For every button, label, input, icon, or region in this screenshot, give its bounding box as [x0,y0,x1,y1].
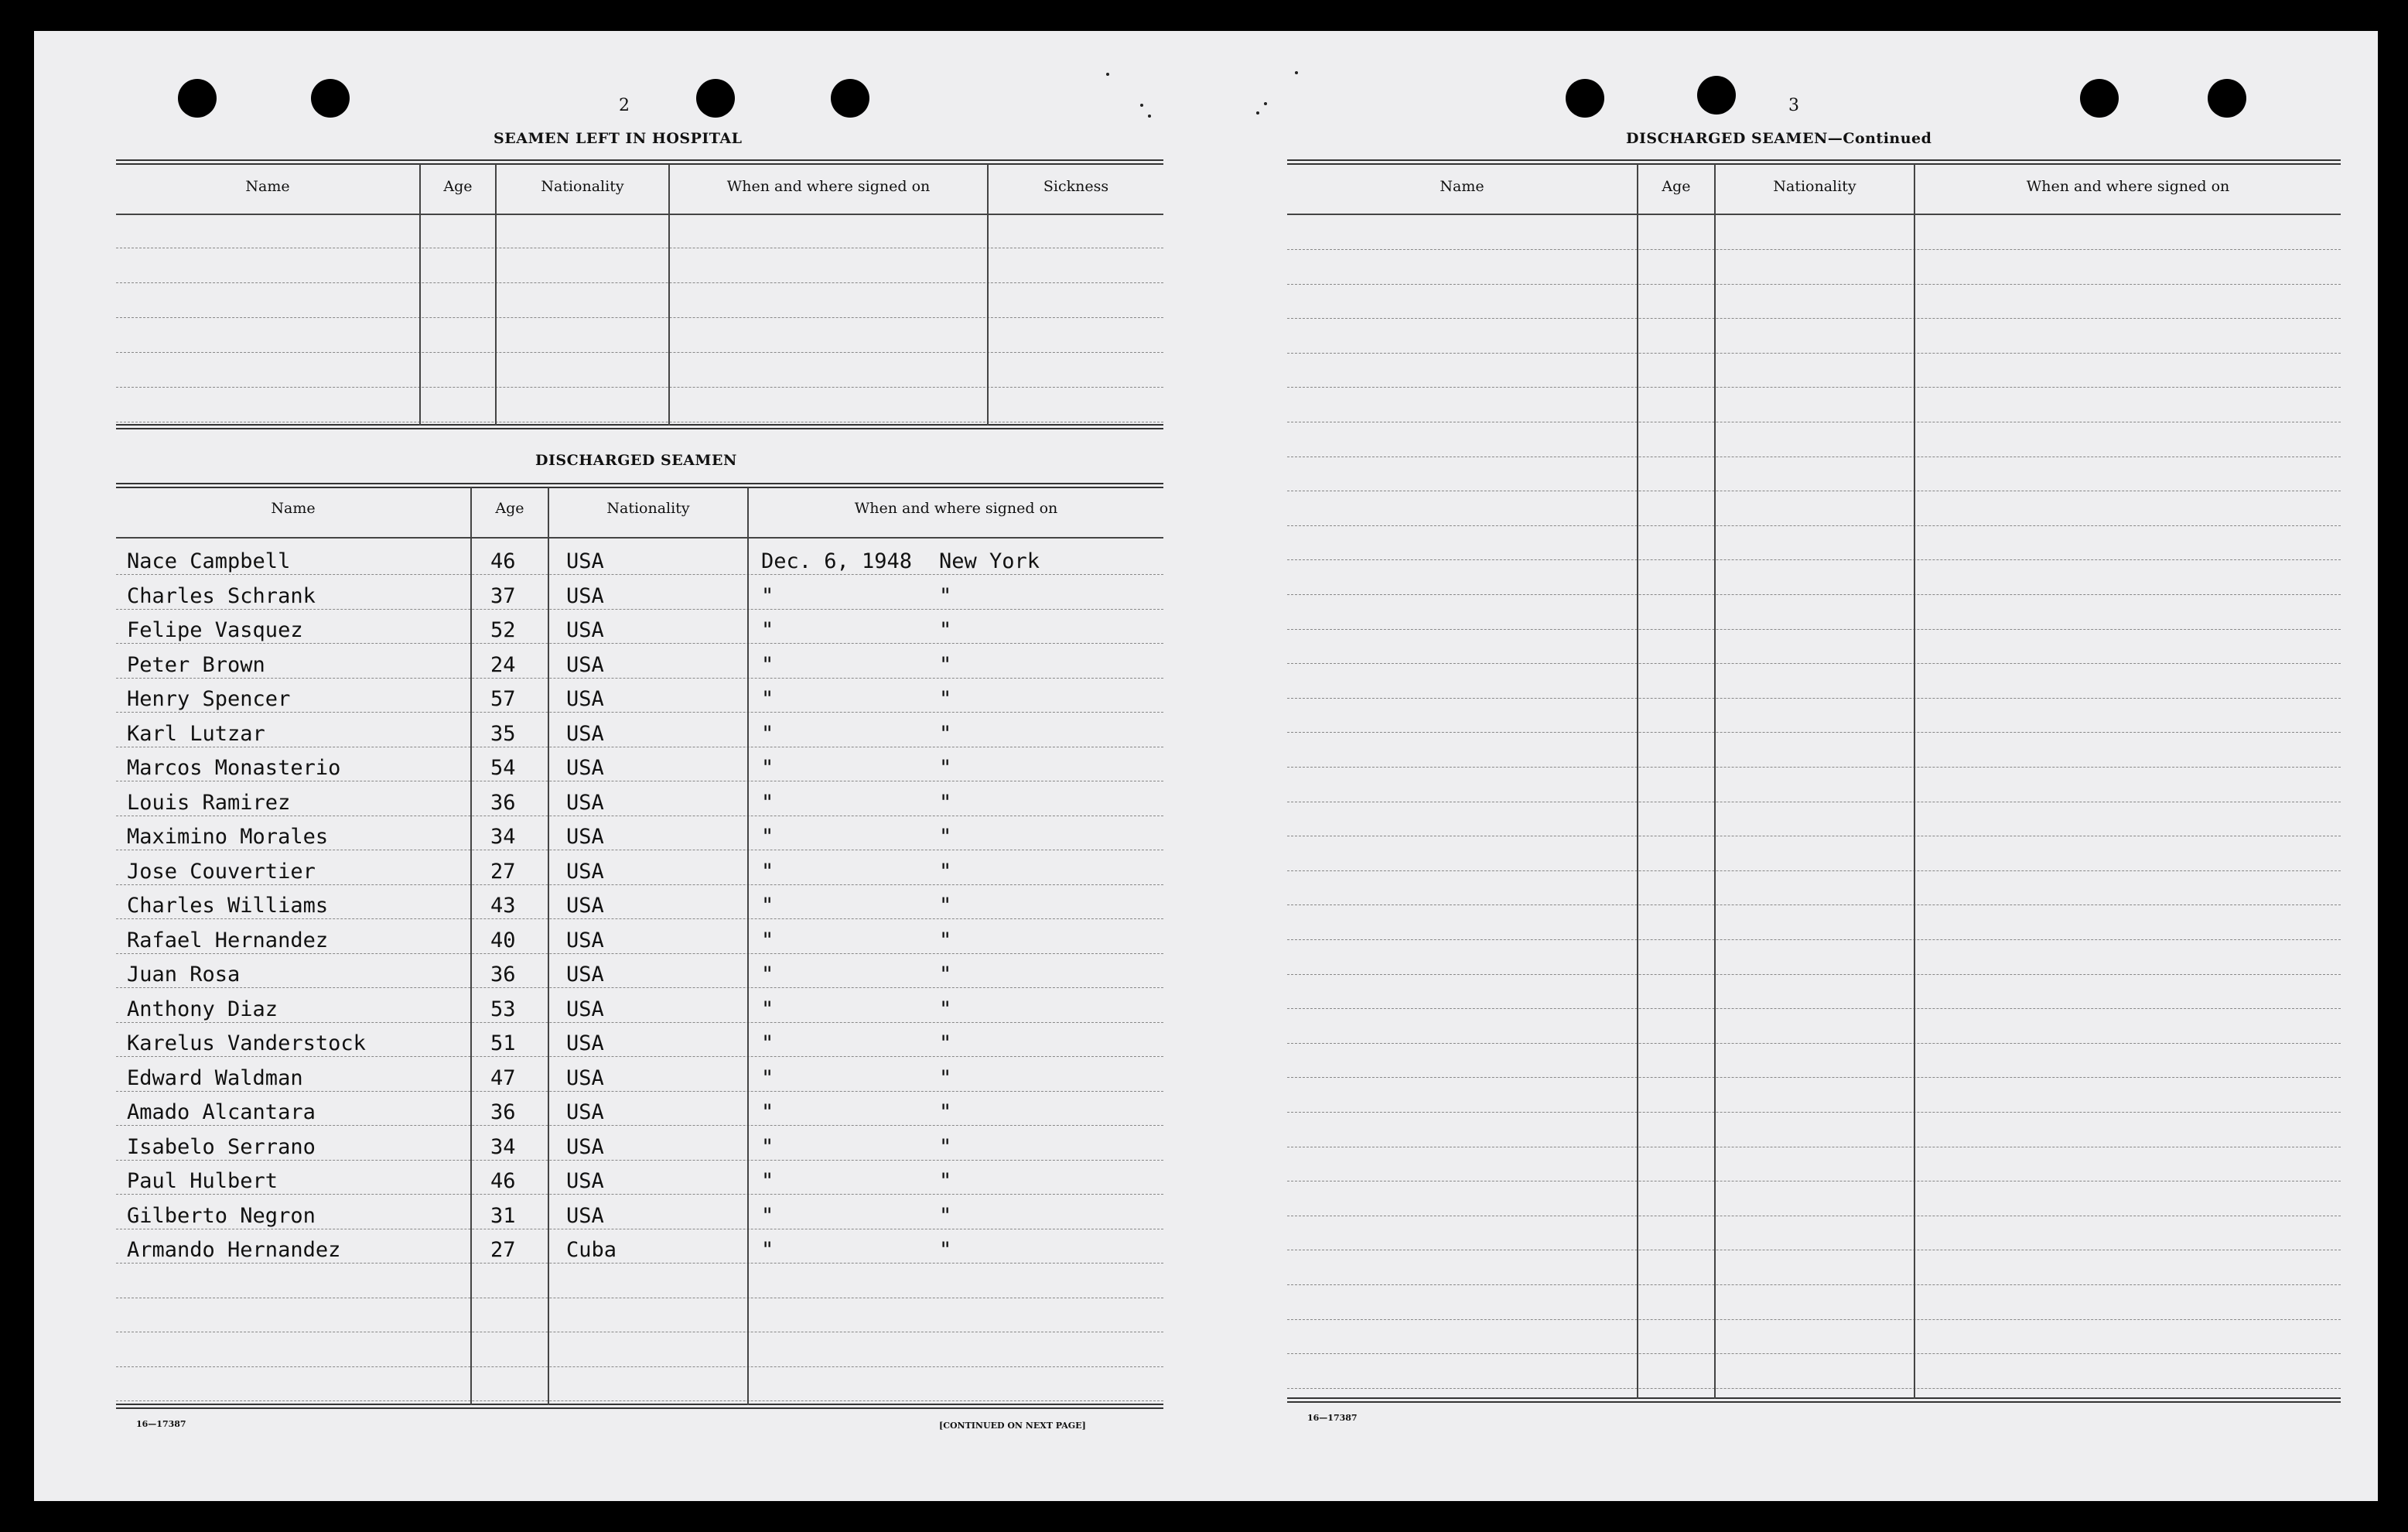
signed-on-place: " [939,1169,952,1193]
seaman-name: Karelus Vanderstock [127,1031,366,1055]
seaman-name: Charles Williams [127,894,329,918]
punch-hole [1697,76,1736,115]
column-divider [495,164,497,426]
seaman-nationality: USA [566,687,604,711]
seaman-age: 27 [490,859,516,884]
seaman-nationality: USA [566,928,604,952]
row-rule [116,884,1163,885]
document-sheet [34,31,2378,1501]
row-rule [116,1263,1163,1264]
row-rule [1287,353,2341,354]
seaman-nationality: USA [566,756,604,780]
seaman-name: Karl Lutzar [127,721,265,746]
title-main: DISCHARGED SEAMEN [1626,130,1828,147]
seaman-name: Felipe Vasquez [127,618,303,642]
row-rule [116,678,1163,679]
seaman-name: Rafael Hernandez [127,928,329,952]
seaman-name: Edward Waldman [127,1065,303,1090]
seaman-nationality: USA [566,1031,604,1055]
row-rule [116,1160,1163,1161]
row-rule [116,987,1163,988]
row-rule [1287,284,2341,285]
seaman-nationality: Cuba [566,1238,617,1262]
row-rule [116,1125,1163,1126]
row-rule [1287,1112,2341,1113]
seaman-age: 52 [490,618,516,642]
signed-on-date: " [761,1100,774,1124]
seaman-age: 27 [490,1238,516,1262]
signed-on-date: " [761,1169,774,1193]
row-rule [1287,525,2341,526]
hospital-section-title: SEAMEN LEFT IN HOSPITAL [494,130,743,147]
col-header-signed-on: When and where signed on [726,178,931,195]
signed-on-place: " [939,963,952,987]
col-header-age: Age [495,500,524,517]
seaman-nationality: USA [566,1203,604,1228]
col-header-signed-on: When and where signed on [2026,178,2230,195]
row-rule [1287,663,2341,664]
signed-on-place: " [939,687,952,711]
speck [1256,111,1259,115]
row-rule [1287,904,2341,905]
row-rule [1287,559,2341,560]
signed-on-place: New York [939,549,1040,573]
row-rule [116,1400,1163,1401]
signed-on-place: " [939,618,952,642]
row-rule [116,712,1163,713]
signed-on-place: " [939,997,952,1021]
table-bottom-rule [116,1404,1163,1409]
seaman-age: 43 [490,894,516,918]
row-rule [1287,1388,2341,1389]
row-rule [1287,974,2341,975]
seaman-name: Juan Rosa [127,963,241,987]
seaman-age: 34 [490,1134,516,1159]
page-number: 2 [619,96,630,115]
col-header-name: Name [1440,178,1484,195]
seaman-nationality: USA [566,1169,604,1193]
signed-on-date: " [761,652,774,677]
signed-on-date: " [761,859,774,884]
signed-on-date: " [761,894,774,918]
row-rule [116,1022,1163,1023]
signed-on-place: " [939,721,952,746]
row-rule [116,1366,1163,1367]
column-divider [1637,164,1638,1399]
punch-hole [831,79,869,118]
seaman-name: Marcos Monasterio [127,756,341,780]
signed-on-place: " [939,894,952,918]
row-rule [1287,698,2341,699]
column-divider [987,164,989,426]
seaman-age: 36 [490,963,516,987]
seaman-name: Henry Spencer [127,687,291,711]
signed-on-date: " [761,1238,774,1262]
column-divider [1914,164,1915,1399]
row-rule [116,387,1163,388]
signed-on-place: " [939,859,952,884]
row-rule [116,317,1163,318]
punch-hole [178,79,217,118]
punch-hole [311,79,350,118]
seaman-nationality: USA [566,790,604,815]
seaman-name: Jose Couvertier [127,859,316,884]
seaman-name: Isabelo Serrano [127,1134,316,1159]
signed-on-place: " [939,825,952,849]
speck [1264,102,1267,105]
form-number: 16—17387 [136,1419,186,1429]
seaman-age: 54 [490,756,516,780]
seaman-age: 36 [490,1100,516,1124]
speck [1140,104,1143,107]
row-rule [1287,732,2341,733]
row-rule [1287,594,2341,595]
col-header-nationality: Nationality [606,500,690,517]
signed-on-date: " [761,1203,774,1228]
row-rule [1287,1008,2341,1009]
row-rule [1287,629,2341,630]
signed-on-date: " [761,790,774,815]
col-header-signed-on: When and where signed on [854,500,1058,517]
page-number: 3 [1788,96,1799,115]
seaman-name: Paul Hulbert [127,1169,278,1193]
seaman-nationality: USA [566,1065,604,1090]
row-rule [1287,1043,2341,1044]
seaman-nationality: USA [566,583,604,608]
signed-on-place: " [939,1203,952,1228]
discharged-section-title: DISCHARGED SEAMEN [535,452,737,469]
signed-on-place: " [939,583,952,608]
signed-on-date: " [761,1134,774,1159]
signed-on-place: " [939,1238,952,1262]
seaman-name: Nace Campbell [127,549,291,573]
signed-on-date: " [761,928,774,952]
seaman-name: Armando Hernandez [127,1238,341,1262]
seaman-name: Louis Ramirez [127,790,291,815]
row-rule [1287,870,2341,871]
col-header-name: Name [245,178,290,195]
row-rule [1287,318,2341,319]
punch-hole [696,79,735,118]
seaman-age: 37 [490,583,516,608]
signed-on-place: " [939,756,952,780]
signed-on-place: " [939,1065,952,1090]
column-divider [470,487,472,1405]
table-bottom-rule [116,424,1163,429]
signed-on-date: " [761,1065,774,1090]
row-rule [1287,767,2341,768]
signed-on-date: " [761,721,774,746]
seaman-name: Anthony Diaz [127,997,278,1021]
column-divider [668,164,670,426]
table-bottom-rule [1287,1397,2341,1403]
row-rule [116,352,1163,353]
seaman-age: 53 [490,997,516,1021]
signed-on-date: " [761,756,774,780]
header-rule [116,214,1163,215]
seaman-name: Peter Brown [127,652,265,677]
seaman-age: 51 [490,1031,516,1055]
row-rule [116,574,1163,575]
signed-on-place: " [939,1100,952,1124]
header-rule [116,537,1163,539]
seaman-nationality: USA [566,1100,604,1124]
signed-on-place: " [939,1031,952,1055]
row-rule [1287,939,2341,940]
table-top-rule [116,483,1163,488]
row-rule [116,1194,1163,1195]
seaman-age: 47 [490,1065,516,1090]
seaman-nationality: USA [566,721,604,746]
seaman-name: Maximino Morales [127,825,329,849]
signed-on-date: " [761,997,774,1021]
seaman-nationality: USA [566,963,604,987]
row-rule [116,643,1163,644]
col-header-age: Age [1662,178,1691,195]
column-divider [1714,164,1716,1399]
right-section-title [1626,130,1932,147]
punch-hole [2208,79,2246,118]
seaman-name: Amado Alcantara [127,1100,316,1124]
col-header-nationality: Nationality [1773,178,1856,195]
signed-on-date: " [761,825,774,849]
column-divider [747,487,749,1405]
signed-on-date: " [761,963,774,987]
seaman-nationality: USA [566,859,604,884]
row-rule [1287,1319,2341,1320]
signed-on-place: " [939,790,952,815]
seaman-age: 31 [490,1203,516,1228]
seaman-nationality: USA [566,894,604,918]
signed-on-place: " [939,652,952,677]
signed-on-date: " [761,1031,774,1055]
col-header-sickness: Sickness [1043,178,1109,195]
seaman-nationality: USA [566,618,604,642]
seaman-age: 34 [490,825,516,849]
form-number: 16—17387 [1307,1413,1358,1423]
row-rule [1287,1077,2341,1078]
seaman-age: 57 [490,687,516,711]
continued-note: [CONTINUED ON NEXT PAGE] [939,1421,1086,1431]
seaman-name: Charles Schrank [127,583,316,608]
signed-on-place: " [939,1134,952,1159]
table-top-rule [1287,159,2341,165]
column-divider [548,487,549,1405]
row-rule [116,918,1163,919]
row-rule [116,282,1163,283]
signed-on-date: Dec. 6, 1948 [761,549,913,573]
seaman-age: 36 [490,790,516,815]
row-rule [1287,249,2341,250]
row-rule [116,1056,1163,1057]
seaman-name: Gilberto Negron [127,1203,316,1228]
speck [1148,115,1151,118]
punch-hole [1566,79,1604,118]
signed-on-date: " [761,618,774,642]
col-header-name: Name [271,500,316,517]
seaman-age: 24 [490,652,516,677]
table-top-rule [116,159,1163,165]
signed-on-date: " [761,687,774,711]
seaman-nationality: USA [566,652,604,677]
seaman-nationality: USA [566,825,604,849]
col-header-nationality: Nationality [541,178,624,195]
seaman-age: 35 [490,721,516,746]
punch-hole [2080,79,2119,118]
row-rule [116,609,1163,610]
row-rule [1287,1353,2341,1354]
speck [1106,73,1109,76]
row-rule [116,953,1163,954]
header-rule [1287,214,2341,215]
column-divider [419,164,421,426]
seaman-age: 46 [490,549,516,573]
seaman-nationality: USA [566,1134,604,1159]
col-header-age: Age [443,178,473,195]
seaman-nationality: USA [566,549,604,573]
row-rule [1287,1284,2341,1285]
seaman-age: 46 [490,1169,516,1193]
signed-on-date: " [761,583,774,608]
seaman-age: 40 [490,928,516,952]
speck [1295,71,1298,74]
seaman-nationality: USA [566,997,604,1021]
title-continued: —Continued [1827,130,1932,147]
row-rule [116,1091,1163,1092]
row-rule [1287,387,2341,388]
signed-on-place: " [939,928,952,952]
